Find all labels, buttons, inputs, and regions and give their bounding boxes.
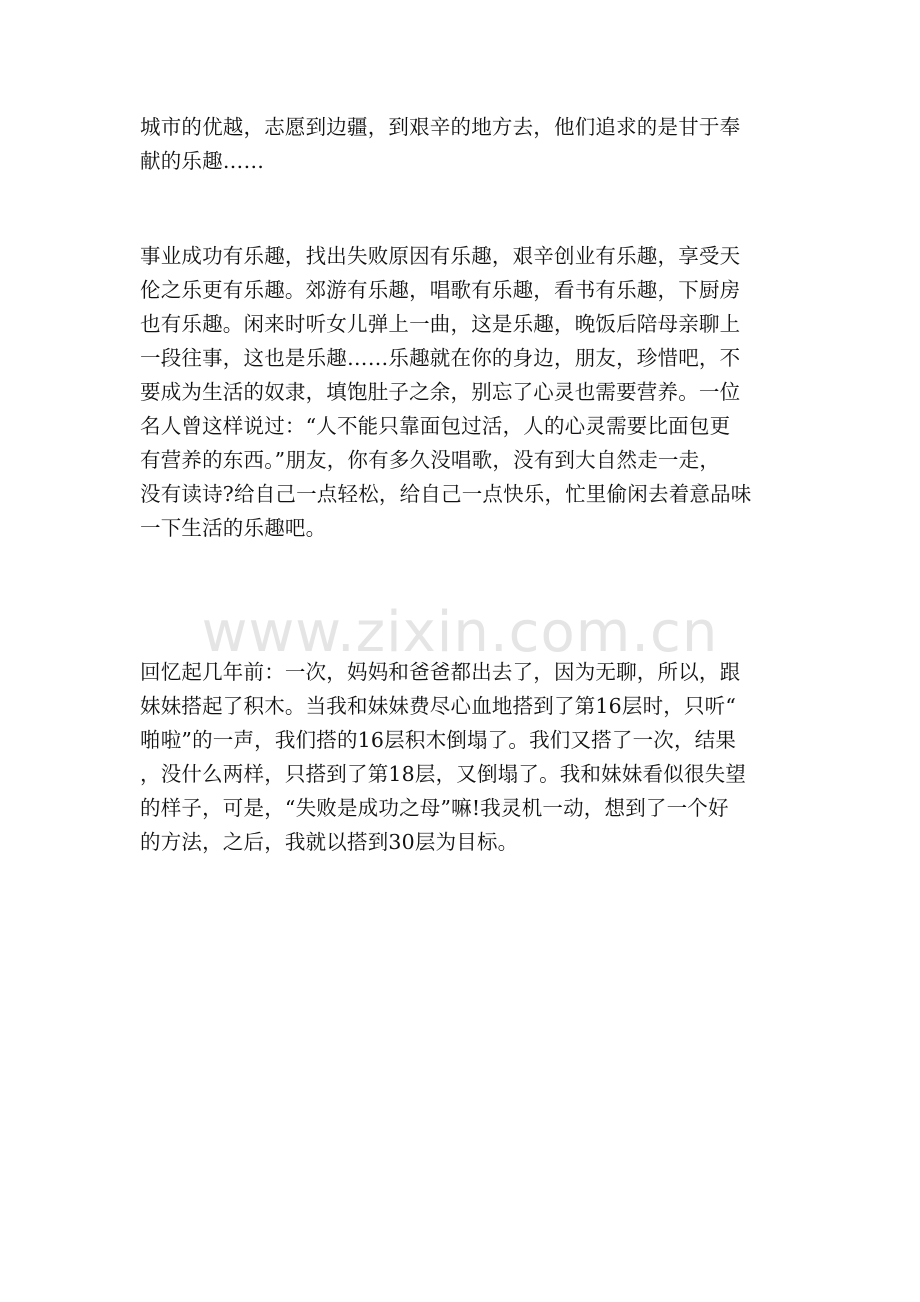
paragraph-3 xyxy=(140,655,785,859)
text-line: 的样子，可是，“失败是成功之母”嘛!我灵机一动，想到了一个好 xyxy=(140,796,729,820)
text-line: 有营养的东西。”朋友，你有多久没唱歌，没有到大自然走一走， xyxy=(140,448,721,472)
text-line: 一下生活的乐趣吧。 xyxy=(140,516,327,540)
text-line: 也有乐趣。闲来时听女儿弹上一曲，这是乐趣，晚饭后陪母亲聊上 xyxy=(140,312,741,336)
text-line: ，没什么两样，只搭到了第18层，又倒塌了。我和妹妹看似很失望 xyxy=(140,762,747,786)
text-line: 献的乐趣…… xyxy=(140,149,265,173)
text-line: 要成为生活的奴隶，填饱肚子之余，别忘了心灵也需要营养。一位 xyxy=(140,380,741,404)
paragraph-1 xyxy=(140,110,785,178)
text-line: 回忆起几年前：一次，妈妈和爸爸都出去了，因为无聊，所以，跟 xyxy=(140,660,741,684)
text-line: 城市的优越，志愿到边疆，到艰辛的地方去，他们追求的是甘于奉 xyxy=(140,115,741,139)
text-line: 没有读诗?给自己一点轻松，给自己一点快乐，忙里偷闲去着意品味 xyxy=(140,482,752,506)
paragraph-2 xyxy=(140,239,785,545)
text-line: 名人曾这样说过：“人不能只靠面包过活，人的心灵需要比面包更 xyxy=(140,414,731,438)
watermark: www.zixin.com.cn xyxy=(201,600,719,665)
text-line: 事业成功有乐趣，找出失败原因有乐趣，艰辛创业有乐趣，享受天 xyxy=(140,244,741,268)
text-line: 啪啦”的一声，我们搭的16层积木倒塌了。我们又搭了一次，结果 xyxy=(140,728,737,752)
text-line: 的方法，之后，我就以搭到30层为目标。 xyxy=(140,830,519,854)
text-line: 一段往事，这也是乐趣……乐趣就在你的身边，朋友，珍惜吧，不 xyxy=(140,346,741,370)
text-line: 伦之乐更有乐趣。郊游有乐趣，唱歌有乐趣，看书有乐趣，下厨房 xyxy=(140,278,741,302)
text-line: 妹妹搭起了积木。当我和妹妹费尽心血地搭到了第16层时，只听“ xyxy=(140,694,737,718)
